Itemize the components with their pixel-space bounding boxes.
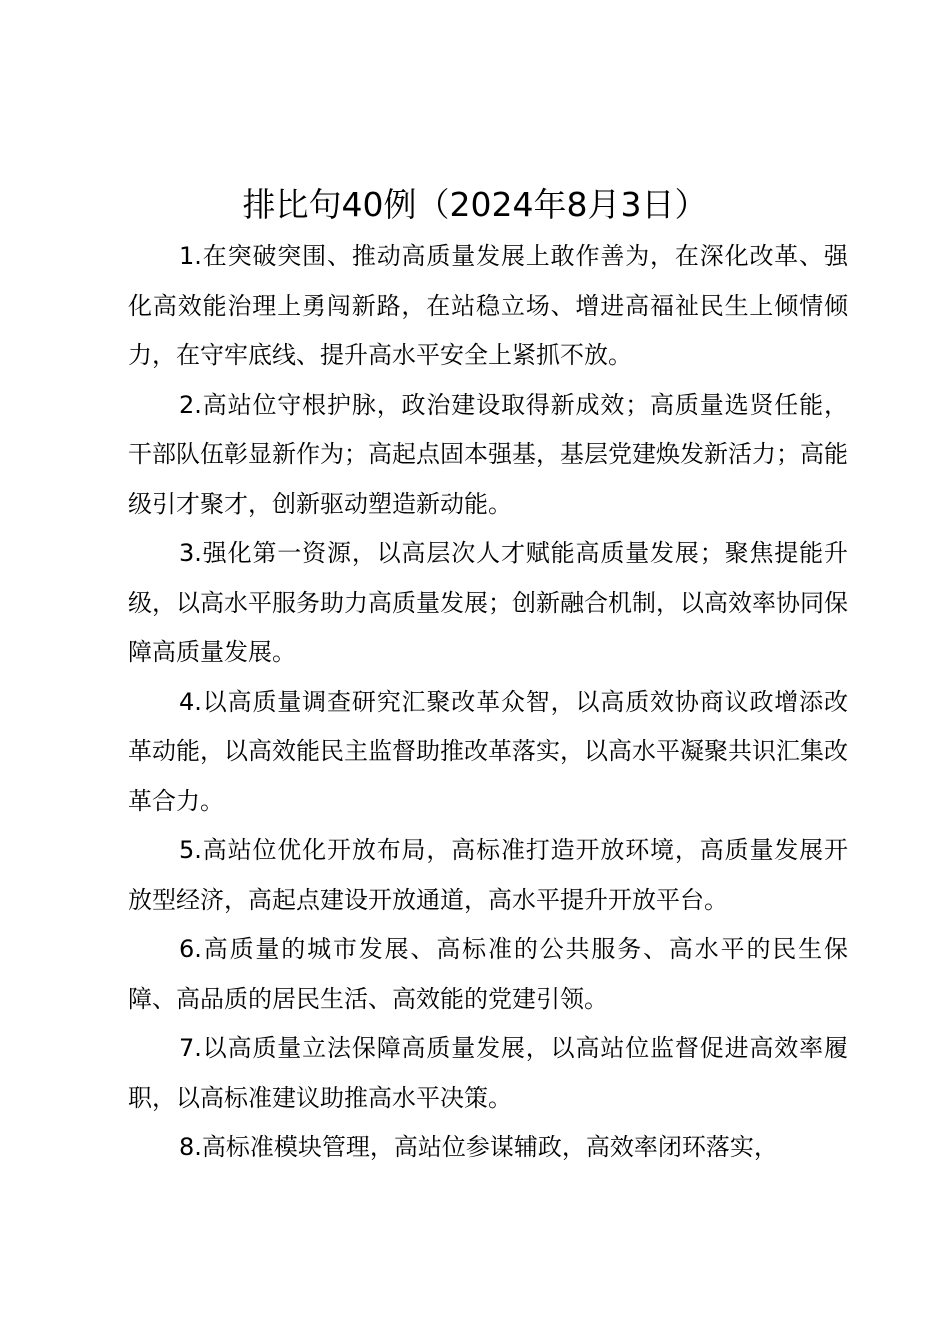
paragraph-5: 5.高站位优化开放布局，高标准打造开放环境，高质量发展开放型经济，高起点建设开放通道，高水平提升开放平台。 [128, 836, 848, 914]
paragraph-8: 8.高标准模块管理，高站位参谋辅政，高效率闭环落实， [179, 1133, 778, 1161]
paragraph-2: 2.高站位守根护脉，政治建设取得新成效；高质量选贤任能，干部队伍彰显新作为；高起点固本强基，基层党建焕发新活力；高能级引才聚才，创新驱动塑造新动能。 [128, 390, 848, 518]
paragraph-6: 6.高质量的城市发展、高标准的公共服务、高水平的民生保障、高品质的居民生活、高效能的党建引领。 [128, 935, 848, 1013]
paragraph-7: 7.以高质量立法保障高质量发展，以高站位监督促进高效率履职，以高标准建议助推高水平决策。 [128, 1034, 848, 1112]
document-body [128, 232, 848, 1173]
paragraph-4: 4.以高质量调查研究汇聚改革众智，以高质效协商议政增添改革动能，以高效能民主监督助推改革落实，以高水平凝聚共识汇集改革合力。 [128, 687, 848, 815]
paragraph-1: 1.在突破突围、推动高质量发展上敢作善为，在深化改革、强化高效能治理上勇闯新路，在站稳立场、增进高福祉民生上倾情倾力，在守牢底线、提升高水平安全上紧抓不放。 [128, 242, 848, 369]
paragraph-3: 3.强化第一资源，以高层次人才赋能高质量发展；聚焦提能升级，以高水平服务助力高质量发展；创新融合机制，以高效率协同保障高质量发展。 [128, 539, 848, 666]
document-title: 排比句40例（2024年8月3日） [242, 185, 708, 224]
